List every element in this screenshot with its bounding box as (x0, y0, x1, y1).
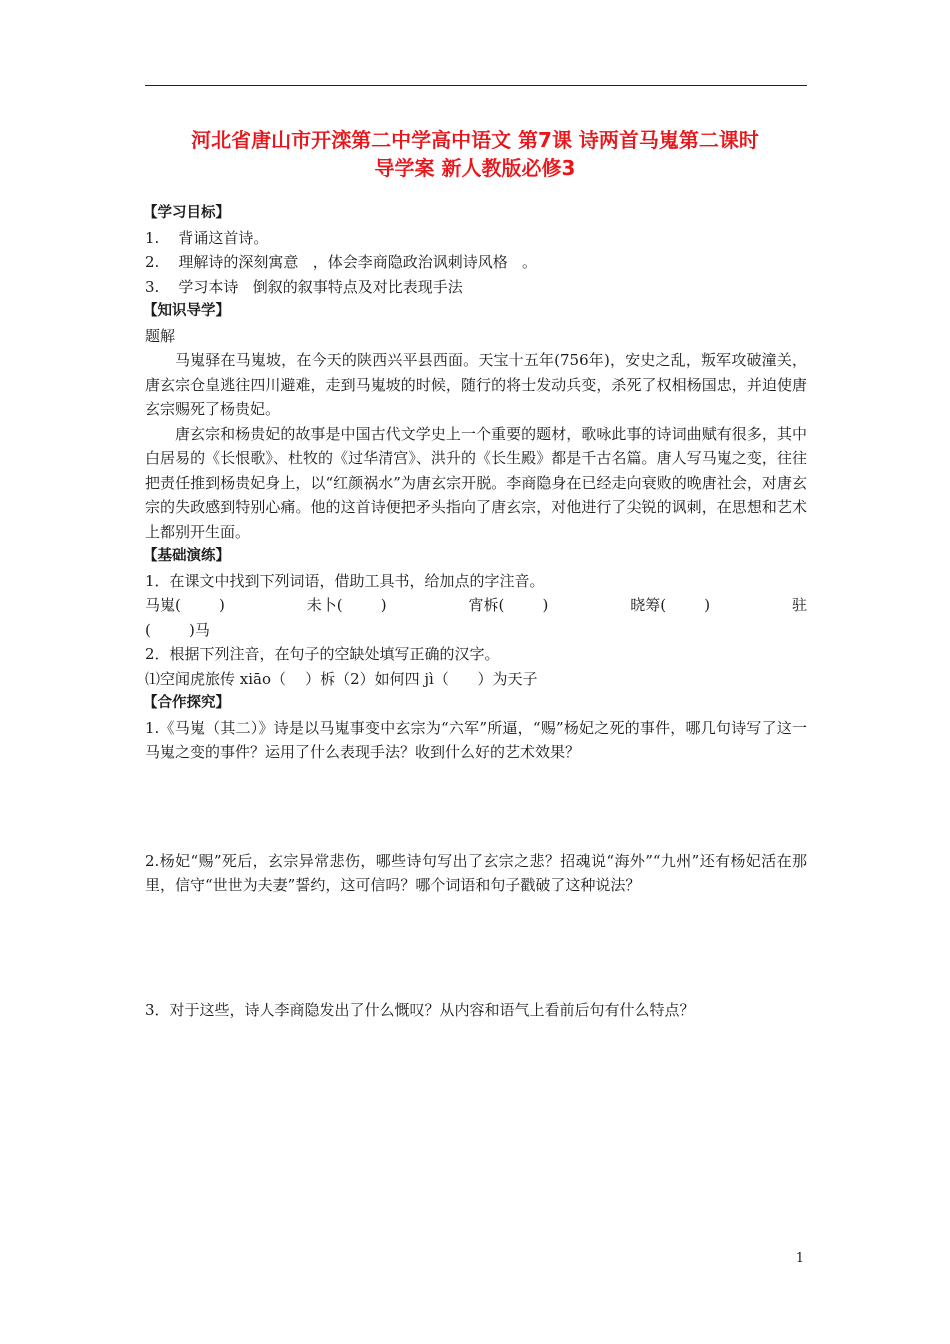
guide-paragraph: 唐玄宗和杨贵妃的故事是中国古代文学史上一个重要的题材，歌咏此事的诗词曲赋有很多，其中白居易的《长恨歌》、杜牧的《过华清宫》、洪升的《长生殿》都是千古名篇。唐人写马嵬之变，往往把责任推到杨贵妃身上，以“红颜祸水”为唐玄宗开脱。李商隐身在已经走向衰败的晚唐社会，对唐玄宗的失政感到特别心痛。他的这首诗便把矛头指向了唐玄宗，对他进行了尖锐的讽刺，在思想和艺术上都别开生面。 (145, 424, 807, 541)
page-number: 1 (795, 1251, 804, 1266)
practice-word: 晓筹( ) (630, 596, 711, 614)
goal-item: 1. 背诵这首诗。 (145, 228, 269, 247)
practice-word: 宵柝( ) (468, 596, 549, 614)
header-rule (145, 85, 807, 86)
practice-word: 马嵬( ) (145, 596, 225, 614)
practice-word-list (145, 593, 807, 618)
title-line-1: 河北省唐山市开滦第二中学高中语文 第7课 诗两首马嵬第二课时 (191, 128, 759, 152)
practice-question-2-line: ⑴空闻虎旅传 xiāo（ ）柝（2）如何四 jì（ ）为天子 (145, 669, 538, 688)
practice-word-tail: ( )马 (145, 620, 210, 639)
section-heading-goals: 【学习目标】 (143, 205, 230, 221)
guide-subheading: 题解 (145, 326, 176, 345)
practice-word: 未卜( ) (306, 596, 387, 614)
practice-question-2: 2．根据下列注音，在句子的空缺处填写正确的汉字。 (145, 645, 500, 663)
guide-paragraph: 马嵬驿在马嵬坡，在今天的陕西兴平县西面。天宝十五年(756年)，安史之乱，叛军攻破潼关，唐玄宗仓皇逃往四川避难，走到马嵬坡的时候，随行的将士发动兵变，杀死了权相杨国忠，并迫使唐玄宗赐死了杨贵妃。 (145, 351, 807, 418)
answer-space (145, 898, 807, 998)
title-line-2: 导学案 新人教版必修3 (374, 156, 576, 180)
section-heading-explore: 【合作探究】 (143, 695, 230, 711)
answer-space (145, 765, 807, 849)
goal-item: 2. 理解诗的深刻寓意 ，体会李商隐政治讽刺诗风格 。 (145, 253, 537, 271)
explore-question-1: 1.《马嵬（其二）》诗是以马嵬事变中玄宗为“六军”所逼，“赐”杨妃之死的事件，哪几句诗写了这一马嵬之变的事件？运用了什么表现手法？收到什么好的艺术效果？ (145, 718, 807, 761)
practice-word: 驻 (791, 596, 807, 614)
document-body (145, 201, 807, 1022)
goal-item: 3. 学习本诗 倒叙的叙事特点及对比表现手法 (145, 277, 463, 296)
section-heading-guide: 【知识导学】 (143, 303, 230, 319)
section-heading-practice: 【基础演练】 (143, 548, 230, 564)
explore-question-2: 2.杨妃“赐”死后，玄宗异常悲伤，哪些诗句写出了玄宗之悲？招魂说“海外”“九州”还有杨妃活在那里，信守“世世为夫妻”誓约，这可信吗？哪个词语和句子戳破了这种说法？ (145, 851, 807, 894)
practice-question-1: 1．在课文中找到下列词语，借助工具书，给加点的字注音。 (145, 571, 545, 590)
explore-question-3: 3．对于这些，诗人李商隐发出了什么慨叹？从内容和语气上看前后句有什么特点？ (145, 1000, 695, 1019)
document-title (130, 126, 820, 182)
